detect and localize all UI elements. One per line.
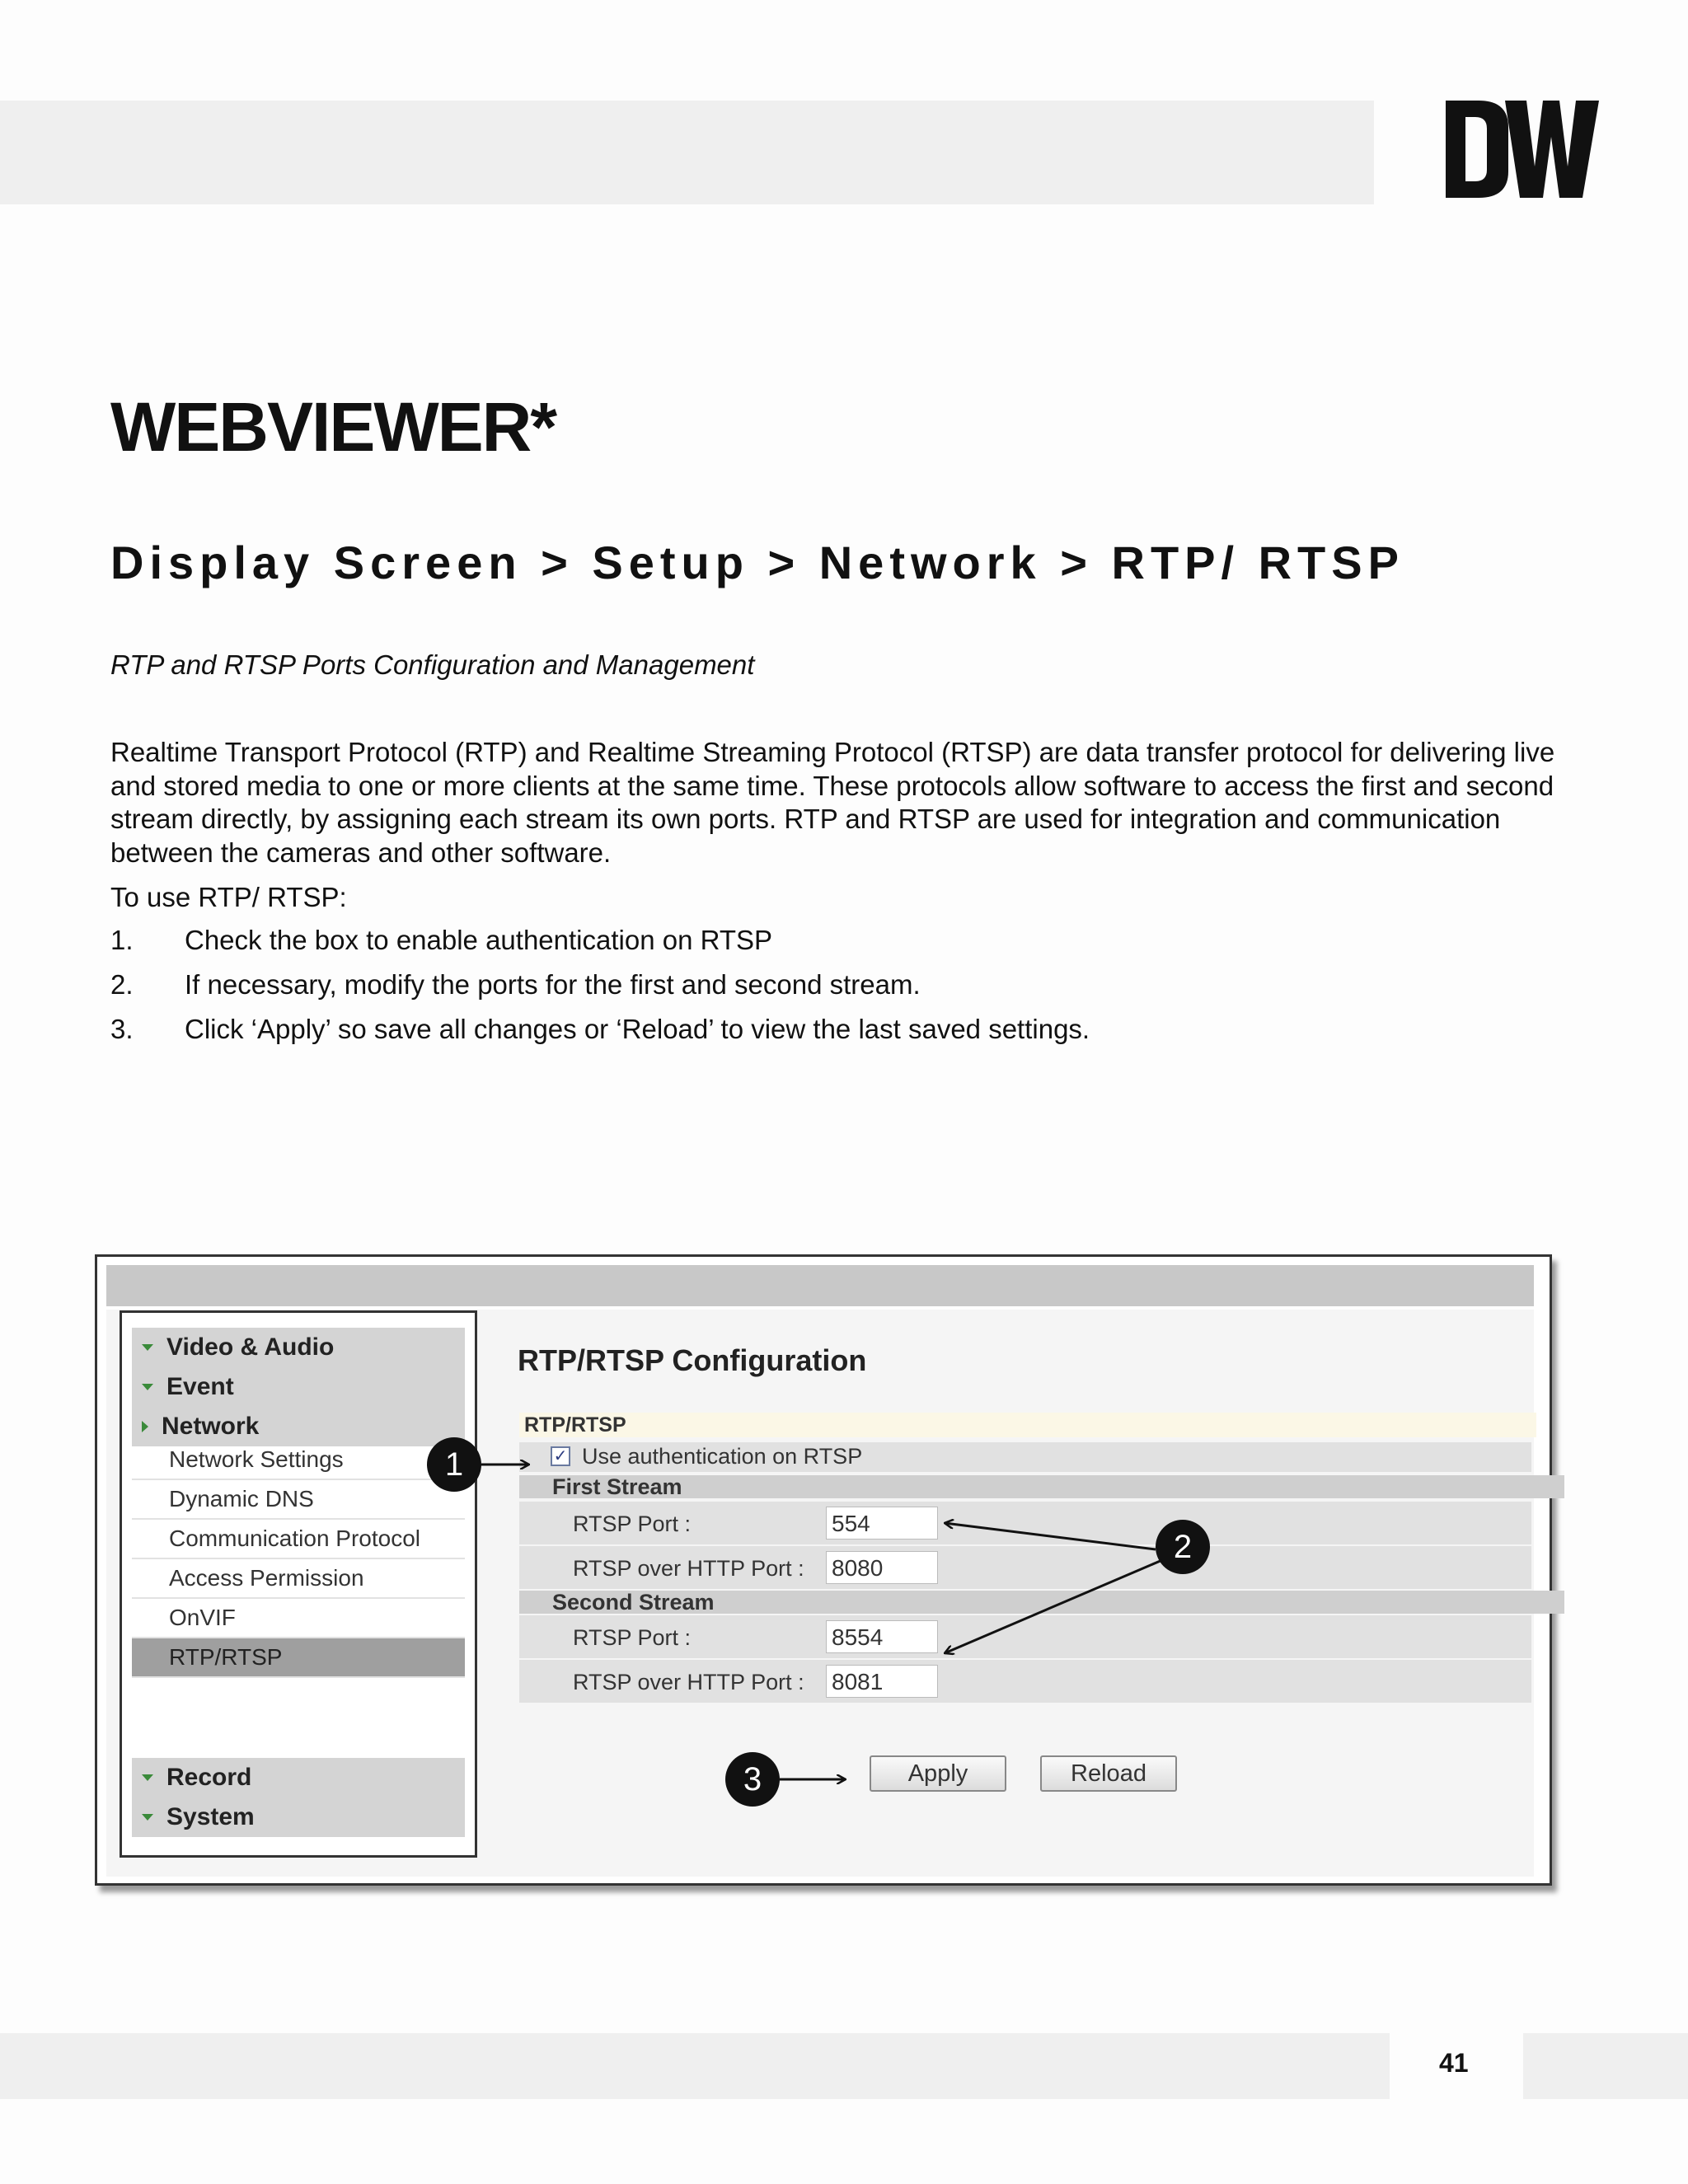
footer-bar [0,2033,1390,2099]
collapse-arrow-icon [142,1421,148,1432]
first-http-port-input[interactable]: 8080 [826,1551,938,1584]
callout-2: 2 [1156,1520,1210,1574]
sidebar-item-dynamic-dns[interactable]: Dynamic DNS [132,1480,465,1520]
steps-lead: To use RTP/ RTSP: [110,882,347,912]
second-stream-header: Second Stream [519,1591,1564,1614]
footer-bar-right [1523,2033,1688,2099]
page-title: WEBVIEWER* [110,388,556,466]
sidebar-group-label: System [166,1803,255,1830]
sidebar-bottom-groups [132,1758,465,1837]
second-rtsp-port-input[interactable]: 8554 [826,1620,938,1653]
reload-button[interactable]: Reload [1040,1755,1177,1792]
section-subtitle: RTP and RTSP Ports Configuration and Management [110,649,755,680]
expand-arrow-icon [142,1384,153,1390]
callout-3: 3 [725,1752,780,1807]
field-label: RTSP over HTTP Port : [573,1670,804,1694]
auth-checkbox[interactable]: ✓ [551,1446,570,1466]
sidebar-group-record[interactable] [132,1758,465,1797]
sidebar-group-event[interactable] [132,1367,465,1407]
first-http-port-row [519,1546,1531,1589]
sidebar-item-network-settings[interactable]: Network Settings [132,1441,465,1480]
step-text: Click ‘Apply’ so save all changes or ‘Reload’ to view the last saved settings. [185,1014,1090,1044]
field-label: RTSP Port : [573,1511,692,1536]
sidebar-group-system[interactable] [132,1797,465,1837]
second-http-port-input[interactable]: 8081 [826,1665,938,1698]
step-number: 2. [110,969,134,1000]
config-title: RTP/RTSP Configuration [518,1343,867,1377]
field-label: RTSP over HTTP Port : [573,1556,804,1581]
network-submenu [132,1441,465,1678]
field-label: RTSP Port : [573,1625,692,1650]
dw-logo [1444,97,1601,201]
auth-row [519,1442,1531,1472]
sidebar-group-label: Video & Audio [166,1333,335,1361]
sidebar-item-rtp-rtsp[interactable]: RTP/RTSP [132,1638,465,1678]
first-rtsp-port-row [519,1502,1531,1544]
callout-1: 1 [427,1437,481,1492]
sidebar-group-video-audio[interactable] [132,1328,465,1367]
sidebar-group-label: Event [166,1373,234,1400]
sidebar-item-communication-protocol[interactable]: Communication Protocol [132,1520,465,1559]
sidebar-item-onvif[interactable]: OnVIF [132,1599,465,1638]
screenshot-top-bar [106,1265,1534,1306]
sidebar-group-label: Network [162,1413,260,1440]
second-rtsp-port-row [519,1615,1531,1658]
sidebar-group-label: Record [166,1764,252,1791]
auth-checkbox-label: Use authentication on RTSP [582,1444,863,1469]
sidebar-top-groups [132,1328,465,1446]
expand-arrow-icon [142,1774,153,1781]
intro-paragraph: Realtime Transport Protocol (RTP) and Realtime Streaming Protocol (RTSP) are data transfer protocol for delivering live and stored media to one or more clients at the same time. These protocols allow software to access the first and second stream directly, by assigning each stream its own ports. RTP and RTSP are used for integration and communication between the cameras and other software. [110,737,1555,868]
second-http-port-row [519,1660,1531,1703]
expand-arrow-icon [142,1814,153,1821]
step-number: 3. [110,1014,134,1044]
expand-arrow-icon [142,1344,153,1351]
step-text: If necessary, modify the ports for the first and second stream. [185,969,921,1000]
apply-button[interactable]: Apply [870,1755,1006,1792]
first-rtsp-port-input[interactable]: 554 [826,1507,938,1540]
sidebar-item-access-permission[interactable]: Access Permission [132,1559,465,1599]
setup-sidebar [120,1310,477,1858]
breadcrumb: Display Screen > Setup > Network > RTP/ RTSP [110,537,1404,588]
header-bar [0,101,1374,204]
step-number: 1. [110,925,134,955]
first-stream-header: First Stream [519,1475,1564,1498]
page-number: 41 [1439,2048,1469,2078]
section-header: RTP/RTSP [519,1413,1536,1437]
step-text: Check the box to enable authentication on RTSP [185,925,773,955]
